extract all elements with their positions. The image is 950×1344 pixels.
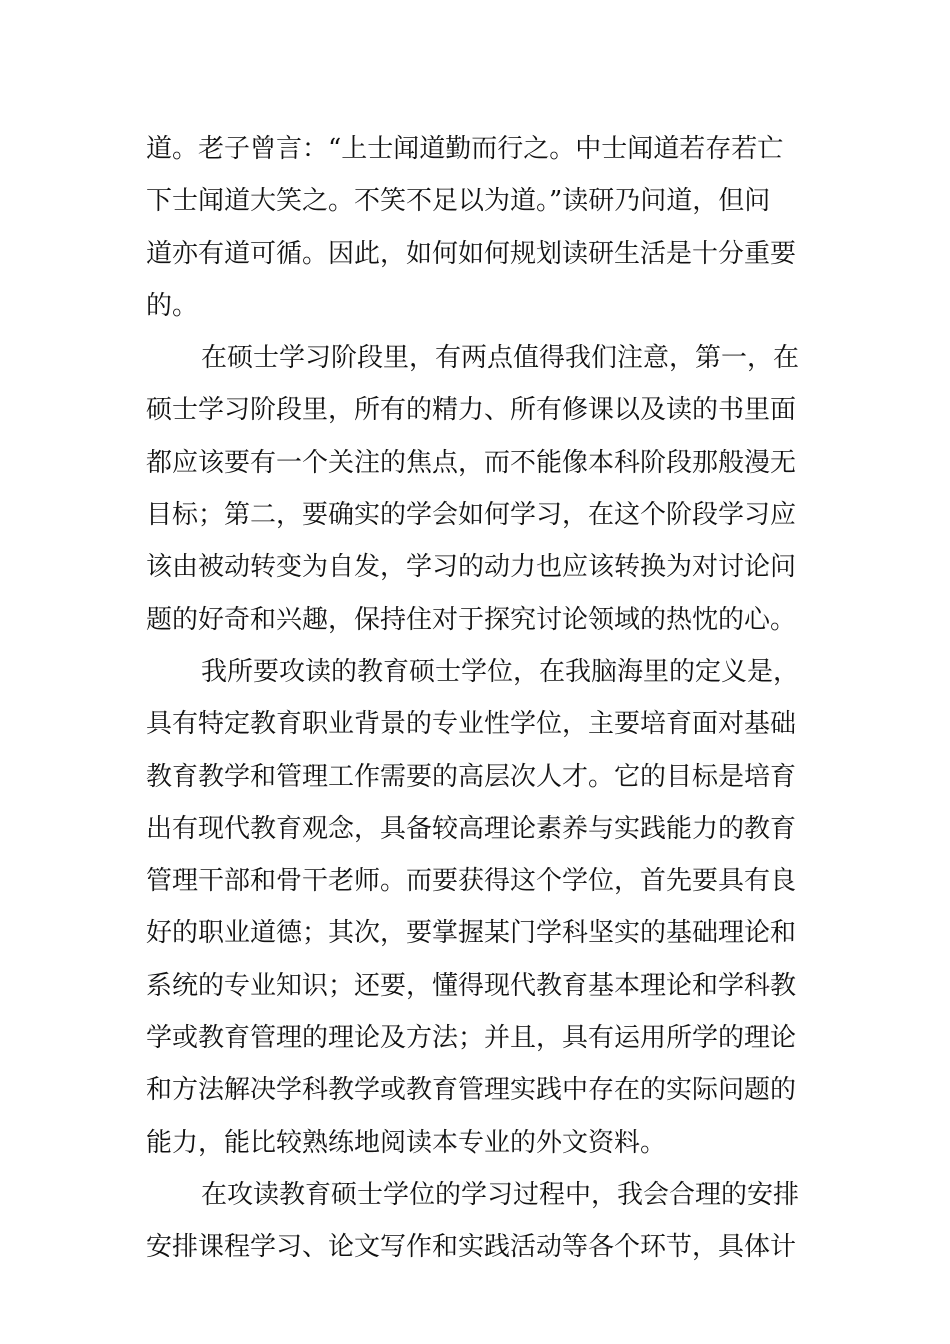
body-text [146, 123, 826, 1274]
text-line: 都应该要有一个关注的焦点，而不能像本科阶段那般漫无 [146, 447, 797, 478]
text-line: 管理干部和骨干老师。而要获得这个学位，首先要具有良 [146, 866, 797, 897]
paragraph-first-line: 在攻读教育硕士学位的学习过程中，我会合理的安排 [201, 1179, 800, 1210]
text-line: 系统的专业知识；还要，懂得现代教育基本理论和学科教 [146, 970, 797, 1001]
text-line: 出有现代教育观念，具备较高理论素养与实践能力的教育 [146, 813, 797, 844]
text-line: 目标；第二，要确实的学会如何学习，在这个阶段学习应 [146, 500, 797, 531]
text-line: 学或教育管理的理论及方法；并且，具有运用所学的理论 [146, 1023, 797, 1054]
text-line: 该由被动转变为自发，学习的动力也应该转换为对讨论问 [146, 552, 797, 583]
text-line: 下士闻道大笑之。不笑不足以为道。”读研乃问道，但问 [146, 186, 771, 217]
text-line: 教育教学和管理工作需要的高层次人才。它的目标是培育 [146, 761, 797, 792]
text-line: 道亦有道可循。因此，如何如何规划读研生活是十分重要 [146, 238, 797, 269]
text-line: 和方法解决学科教学或教育管理实践中存在的实际问题的 [146, 1075, 797, 1106]
text-line: 的。 [146, 290, 199, 321]
paragraph-first-line: 我所要攻读的教育硕士学位，在我脑海里的定义是， [201, 656, 800, 687]
text-line: 能力，能比较熟练地阅读本专业的外文资料。 [146, 1127, 667, 1158]
text-line: 题的好奇和兴趣，保持住对于探究讨论领域的热忱的心。 [146, 604, 797, 635]
paragraph-first-line: 在硕士学习阶段里，有两点值得我们注意，第一，在 [201, 343, 800, 374]
text-line: 道。老子曾言：“上士闻道勤而行之。中士闻道若存若亡 [146, 134, 784, 164]
text-line: 具有特定教育职业背景的专业性学位，主要培育面对基础 [146, 709, 797, 740]
text-line: 硕士学习阶段里，所有的精力、所有修课以及读的书里面 [146, 395, 797, 426]
text-line: 好的职业道德；其次，要掌握某门学科坚实的基础理论和 [146, 918, 797, 949]
text-line: 安排课程学习、论文写作和实践活动等各个环节，具体计 [146, 1232, 797, 1263]
